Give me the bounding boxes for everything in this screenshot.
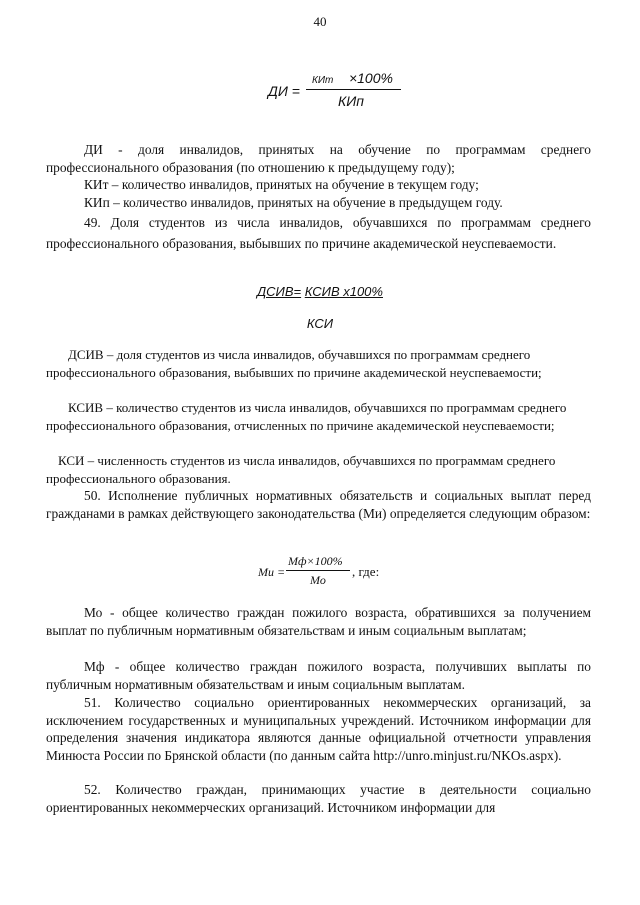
formula-mi-tail: , где: [352, 564, 380, 579]
paragraph-item-49: 49. Доля студентов из числа инвалидов, обучавшихся по программам среднего профессионального образования, выбывших по причине академической неуспеваемости. [46, 215, 591, 251]
page-number: 40 [313, 14, 327, 29]
paragraph-kit-definition: КИт – количество инвалидов, принятых на обучение в текущем году; [84, 177, 479, 192]
formula-dsiv-numerator: КСИВ х100% [304, 284, 383, 299]
paragraph-mf-definition: Мф - общее количество граждан пожилого возраста, получивших выплаты по публичным нормативным обязательствам и иным социальным выплатам. [46, 659, 591, 692]
formula-di-denominator: КИп [338, 93, 364, 109]
formula-mi-numerator: Мф×100% [288, 554, 343, 568]
paragraph-mo-definition: Мо - общее количество граждан пожилого возраста, обратившихся за получением выплат по публичным нормативным обязательствам и иным социальным выплатам; [46, 605, 591, 638]
formula-di-eq: = [291, 83, 300, 99]
formula-mi-denominator: Мо [310, 573, 326, 587]
paragraph-ksi-definition: КСИ – численность студентов из числа инвалидов, обучавшихся по программам среднего профессионального образования. [46, 453, 556, 486]
paragraph-ksiv-definition: КСИВ – количество студентов из числа инвалидов, обучавшихся по программам среднего профессионального образования, отчисленных по причине академической неуспеваемости; [46, 400, 567, 433]
paragraph-item-51: 51. Количество социально ориентированных некоммерческих организаций, за исключением государственных и муниципальных учреждений. Источником информации для определения значения индикатора являются данные официальной отчетности управления Минюста России по Брянской области (по данным сайта http://unro.minjust.ru/NKOs.aspx). [46, 695, 591, 763]
formula-dsiv-numerator-line [0, 284, 640, 299]
paragraph-dsiv-definition: ДСИВ – доля студентов из числа инвалидов, обучавшихся по программам среднего профессионального образования, выбывших по причине академической неуспеваемости; [46, 347, 542, 380]
fraction-bar [306, 89, 401, 90]
formula-dsiv-lhs: ДСИВ= [257, 284, 302, 299]
formula-dsiv-denominator: КСИ [306, 316, 334, 331]
formula-di-numerator-var: КИт [312, 75, 334, 86]
formula-di-lhs: ДИ [268, 83, 288, 99]
paragraph-di-definition: ДИ - доля инвалидов, принятых на обучение по программам среднего профессионального образования (по отношению к предыдущему году); [46, 142, 591, 175]
formula-mi-lhs: Ми = [258, 565, 286, 579]
paragraph-item-50: 50. Исполнение публичных нормативных обязательств и социальных выплат перед гражданами в рамках действующего законодательства (Ми) определяется следующим образом: [46, 488, 591, 521]
paragraph-kip-definition: КИп – количество инвалидов, принятых на обучение в предыдущем году. [84, 195, 503, 210]
fraction-bar [286, 570, 350, 571]
formula-di-numerator-mult: ×100% [348, 70, 393, 86]
paragraph-item-52: 52. Количество граждан, принимающих участие в деятельности социально ориентированных некоммерческих организаций. Источником информации для [46, 782, 591, 815]
